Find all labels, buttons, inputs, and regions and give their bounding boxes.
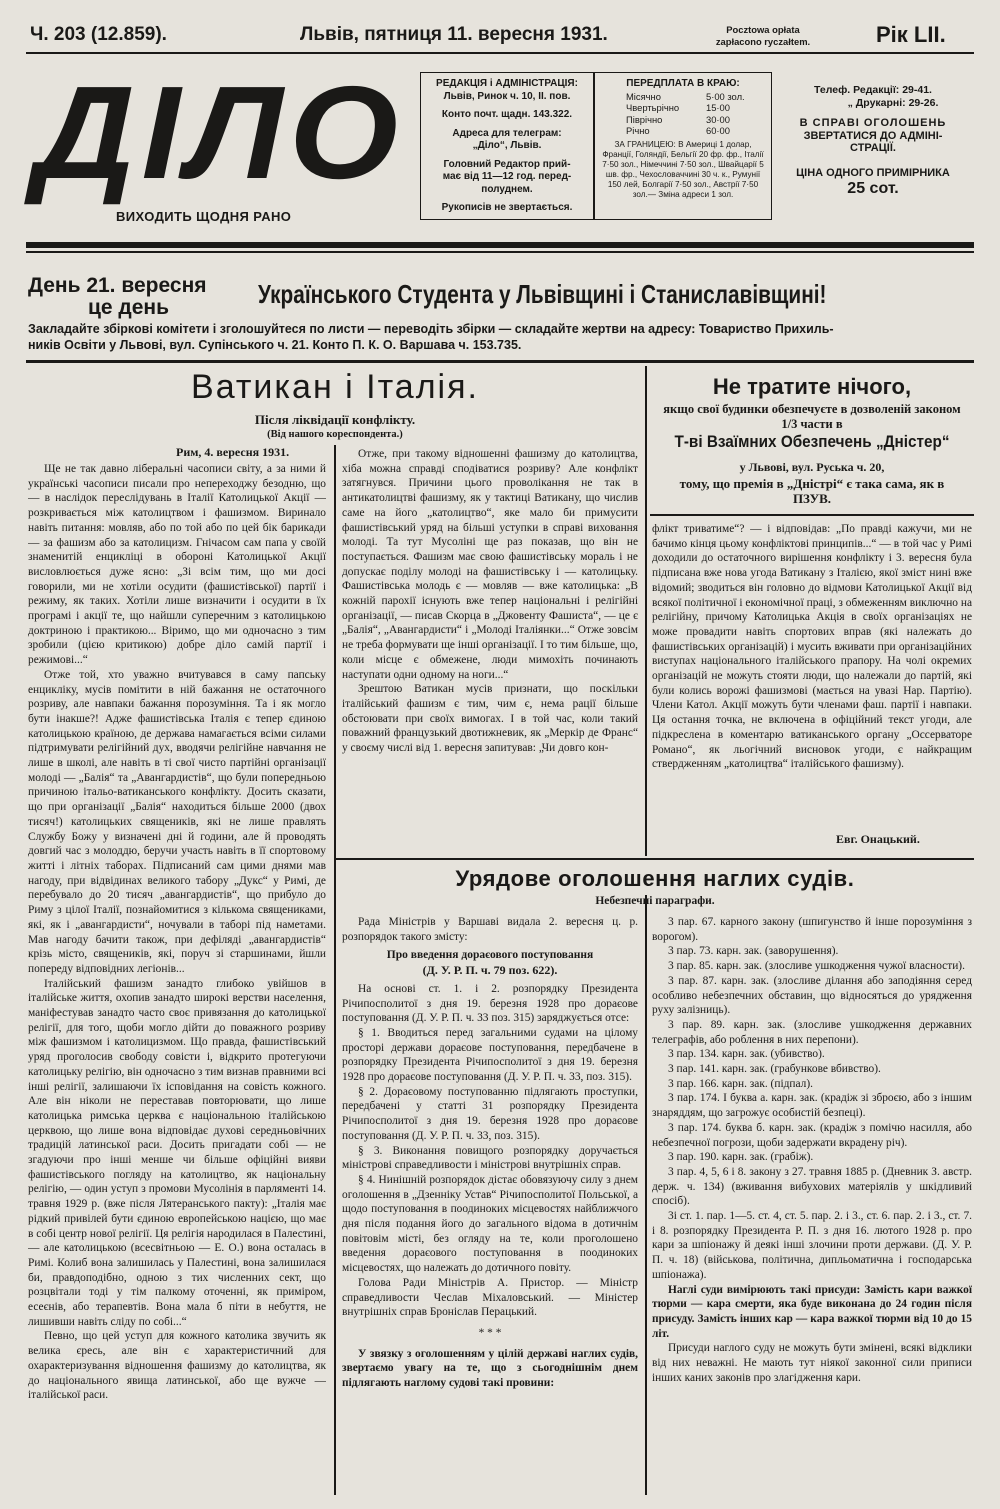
article1-paragraph: Отже той, хто уважно вчитувався в саму папську енцикліку, мусів помітити в ній бажання не остаточного розриву, але навпаки бажання порозуміння. Та і як могло бути інакше?! Адже фашистівська Італія є тепер єдиною католицькою країною, де держава намагається всіми силами підтримувати релігійний дух, вводячи релігійне навчання не лише в школі, але навіть в ті свої чисто партійні організації молоді — „Балія“ та „Авангардистів“, що були попередньою причиною італьо-ватиканського конфлікту. Досить сказати, що при організації „Балія“ находиться більше 2000 (двох тисяч!) католицьких священиків, які не лише правлять Службу Божу у визначені дні й години, але й проводять довгий час з молоддю, беручи участь навіть в її спортовому житті і літніх таборах. Підписаний сам цими днями мав нагоду, при відвідинах великого табору „Дукс“ у Римі, де перебувало до 20 тисяч „авангардистів“, що прибуло до Риму з цілої Італії, познайомитися з кількома священиками, які, як і „авангардисти“, ночували в таборі під наметами. Мав нагоду бачити також, при дефіляді „авангардистів“ крізь місто, священиків, які, поруч зі старшинами, йшли попереду відповідних легіонів...	[28, 668, 326, 975]
article2-right-column	[652, 915, 972, 1505]
article1-dateline: Рим, 4. вересня 1931.	[176, 445, 290, 459]
article1-column2	[342, 447, 638, 847]
column-divider-2	[645, 366, 647, 856]
price-label: ЦІНА ОДНОГО ПРИМІРНИКА	[796, 166, 950, 179]
offense-item: 3 пар. 4, 5, 6 і 8. закону з 27. травня 1885 р. (Дневник З. австр. держ. ч. 134) (вживання вибухових матеріялів у шкідливий спосіб).	[652, 1165, 972, 1208]
offense-item: 3 пар. 89. карн. зак. (злосливе ушкодження державних телеграфів, або роблення в них перепони).	[652, 1018, 972, 1046]
article1-byline: (Від нашого кореспондента.)	[267, 429, 403, 440]
article1-paragraph: Зрештою Ватикан мусів признати, що поскільки італійський фашизм є тим, чим є, нема рації більше обстоювати при своїх вимогах. І в той час, коли такий поважний французький двотижневик, як „Меркір де Франс“ у своєму числі від 1. вересня запитував: „Чи довго кон-	[342, 683, 638, 755]
phone-press: „ Друкарні: 29-26.	[847, 96, 939, 109]
ads-note-3: СТРАЦІЇ.	[850, 142, 896, 154]
offense-item: 3 пар. 134. карн. зак. (убивство).	[668, 1048, 825, 1061]
ad-line4: тому, що премія в „Дністрі“ є така сама, як в ПЗУВ.	[679, 476, 945, 506]
editorial-line-1: РЕДАКЦІЯ і АДМІНІСТРАЦІЯ:	[436, 78, 578, 89]
article1-paragraph: Певно, що цей уступ для кожного католика звучить як велика єресь, але він є характеристичний для охарактеризування відношення фашизму до католицтва, як до національного явища латинської, або ще вужче — італійської раси.	[28, 1330, 326, 1402]
banner-rule	[26, 360, 974, 363]
offense-item: 3 пар. 174. І буква а. карн. зак. (крадіж зі зброєю, або з іншим знаряддям, що загрожує особистій безпеці).	[652, 1092, 972, 1120]
editorial-info	[424, 78, 590, 215]
banner-day-line2: це день	[88, 296, 170, 319]
offense-item: 3 пар. 73. карн. зак. (заворушення).	[668, 945, 839, 958]
final-paragraph: Присуди наглого суду не можуть бути змінені, всякі відклики від них неважні. Не мають тут ніякої законної сили приписи інших каних законів про злагідження кари.	[652, 1342, 972, 1384]
editorial-line-8: полуднем.	[481, 183, 533, 195]
decree-paragraph: На основі ст. 1. і 2. розпорядку Президента Річипосполитої з дня 19. березня 1928 про дораєове поступовання (Д. У. Р. П. ч. 33 поз. 315) заряджується отсе:	[342, 982, 638, 1025]
year-label: Рік LII.	[876, 22, 946, 47]
price-row-monthly: Місячно 5·00 зол.	[626, 90, 745, 102]
abroad-prices: ЗА ГРАНИЦЕЮ: В Америці 1 долар, Франції, Голяндії, Бельгії 20 фр. фр., Італії 7·50 зол., Німеччині 7·50 зол., Швайцарії 5 шв. фр., Чехословаччині 30 ч. к., Румунії 150 лей, Болгарії 7·50 зол., Австрії 7·50 зол.— Зміна адреси 1 зол.	[602, 139, 764, 199]
masthead-rule-1	[26, 242, 974, 248]
newspaper-subtitle: ВИХОДИТЬ ЩОДНЯ РАНО	[116, 209, 292, 224]
offense-item: 3 пар. 87. карн. зак. (злосливе ділання або заподіяння серед особливо небезпечних обставин, що відносяться до урядження руху залізниць).	[652, 974, 972, 1017]
article1-column3	[652, 522, 972, 830]
article1-signature: Евг. Онацький.	[836, 832, 920, 846]
banner-sub-line1: Закладайте збіркові комітети і зголошуйтеся по листи — переводіть збірки — складайте жертви на адресу: Товариство Прихиль-	[28, 322, 834, 336]
decree-paragraph: § 2. Дораєовому поступованню підлягають проступки, передбачені у статті 31 розпорядку Президента Річипосполитої з дня 19. березня 1928 про дораєове поступовання (Д. У. Р. П. ч. 33, поз. 315).	[342, 1085, 638, 1142]
article2-intro: Рада Міністрів у Варшаві видала 2. вересня ц. р. розпорядок такого змісту:	[342, 916, 638, 943]
decree-heading: Про введення дораєового поступовання	[386, 949, 594, 962]
asterisks-separator: * * *	[478, 1326, 502, 1339]
ad-rule	[650, 514, 974, 516]
article1-subtitle: Після ліквідації конфлікту.	[254, 412, 416, 427]
article2-title: Урядове оголошення наглих судів.	[455, 866, 855, 891]
editorial-line-9: Рукописів не звертається.	[441, 202, 573, 213]
issue-number: Ч. 203 (12.859).	[30, 24, 167, 45]
editorial-line-7: має від 11—12 год. перед-	[442, 171, 572, 182]
price-row-yearly: Річно 60·00	[626, 125, 730, 137]
editorial-line-4: Адреса для телеграм:	[452, 127, 562, 139]
masthead-rule-2	[26, 251, 974, 253]
place-date: Львів, пятниця 11. вересня 1931.	[300, 24, 608, 45]
price-row-quarterly: Чвертьрічно 15·00	[626, 102, 730, 114]
article1-paragraph: Ще не так давно ліберальні часописи світу, а за ними й українські часописи писали про непереходжу безодню, що — в наслідок переслідувань в Італії Католицької Акції — розкривається між католицтвом і фашизмом. Виринало навіть питання: мовляв, або по той або по цей бік барикади — за фашизм або за католицизм. Гнічасом сам папа у своїй знаменитій енцикліці в обороні Католицької Акції висловлюється дуже ясно: „Зі всім тим, що ми досі говорили, ми не хотіли осудити (фашистівської) партії і режиму, як таких. Хотіли лише визначити і осудити в їх програмі і акції те, що найшли суперечним з католицькою доктриною і практикою... Віримо, що ми одночасно з тим зробили (цією критикою) добре діло самій партії і режимові...“	[28, 463, 326, 667]
newspaper-title: ДІЛО	[34, 59, 405, 206]
ads-note-2: ЗВЕРТАТИСЯ ДО АДМІНІ-	[803, 129, 943, 142]
article2-subtitle: Небезпечні параграфи.	[595, 895, 715, 907]
offense-item: 3 пар. 141. карн. зак. (грабункове вбивство).	[668, 1063, 881, 1076]
column-divider-1	[334, 445, 336, 1495]
decree-paragraph: § 1. Вводиться перед загальними судами на цілому просторі держави дораєове поступовання, передбачене в розпорядку Президента Річипосполитої з дня 19. березня 1928 про дораєове поступовання (Д. У. Р. П. ч. 33, поз. 315).	[342, 1026, 638, 1084]
decree-paragraph: § 4. Нинішній розпорядок дістає обовязуючу силу з днем оголошення в „Дзенніку Устав“ Річипосполитої Польської, а щодо поступовання в поодиноких місцевостях найближчого дня після подання його до загального відома в дотичнім повітовім місті, без огляду на те, коли проголошено введення дораєового поступовання в поодиноких місцевостях, що належать до дотичного повіту.	[342, 1173, 638, 1275]
ad-line1: якщо свої будинки обезпечуєте в дозволеній законом 1/3 части в	[663, 402, 961, 431]
price-row-halfyear: Піврічно 30·00	[626, 113, 730, 125]
ad-address: у Львові, вул. Руська ч. 20,	[739, 460, 885, 474]
offense-item: 3 пар. 174. буква б. карн. зак. (крадіж з помічю насилля, або небезпечної погрози, щоби задержати вкрадену річ).	[652, 1121, 972, 1149]
article1-column1	[28, 462, 326, 1492]
editorial-line-2: Львів, Ринок ч. 10, II. пов.	[443, 90, 571, 102]
editorial-line-6: Головний Редактор прий-	[443, 158, 571, 170]
decree-closing: У звязку з оголошенням у цілій державі наглих судів, звертаємо увагу на те, що з сьогоднішнім днем підлягають наглому судові такі провини:	[342, 1347, 638, 1390]
column-divider-3	[645, 895, 647, 1495]
offense-item: 3і ст. 1. пар. 1—5. ст. 4, ст. 5. пар. 2. і 3., ст. 6. пар. 2. і 3., ст. 7. і 8. розпорядку Президента Р. П. з дня 16. лютого 1928 р. про кари за шпіонажу й деякі інші злочини проти держави. (Д. У. Р. П. ч. 18) (військова, політична, дипльоматична і господарська шпіонажа).	[652, 1210, 972, 1281]
offense-item: 3 пар. 67. карного закону (шпигунство й інше порозуміння з ворогом).	[652, 916, 972, 943]
offense-item: 3 пар. 85. карн. зак. (злосливе ушкодження чужої власности).	[668, 960, 965, 973]
section-rule	[336, 858, 974, 860]
ads-note-1: В СПРАВІ ОГОЛОШЕНЬ	[799, 117, 947, 129]
sentences-paragraph: Наглі суди вимірюють такі присуди: Замість кари важкої тюрми — кара смерти, яка буде виконана до 24 годин після присуду. Замість інших кар — кара важкої тюрми від 10 до 15 літ.	[652, 1283, 972, 1340]
offense-item: 3 пар. 190. карн. зак. (грабіж).	[668, 1151, 814, 1164]
subscription-info	[600, 78, 766, 200]
ad-title: Не тратите нічого,	[712, 374, 912, 399]
article1-title: Ватикан і Італія.	[191, 368, 479, 406]
decree-signatures: Голова Ради Міністрів А. Пристор. — Міністр справедливости Чеслав Міхаловський. — Міністер внутрішніх справ Броніслав Перацький.	[342, 1276, 638, 1319]
decree-reference: (Д. У. Р. П. ч. 79 поз. 622).	[422, 963, 558, 978]
editorial-line-5: „Діло“, Львів.	[472, 140, 542, 151]
banner-day-line1: День 21. вересня	[28, 274, 207, 297]
article1-paragraph: Отже, при такому відношенні фашизму до католицтва, хіба можна справді сподіватися розриву? Але конфлікт затягнувся. Причини цього проволікання не так в антикатолицтві фашизму, як у тактиці Ватикану, що числив саме на його „католицтво“, яке мало би примусити фашистівський уряд на більші уступки в справі виховання молоді. Та тут Мусоліні ще раз показав, що він не поступається. Фашизм має свою фашистівську мораль і не допускає поділу молоді на фашистівську і — католицьку. Фашистівська молодь є — мовляв — вже католицька: „В кожній парохії існують вже тепер національні і релігійні організації, — писав Скорца в „Джовенту Фашиста“, — це є „Балія“, „Авангардисти“ і „Молоді Італіянки...“ Отже зовсім не треба формувати ще інші організації. І то тим більше, що, коли місце є обмежене, люди мимохіть починають наступати одни одному на ноги...“	[342, 448, 638, 681]
editorial-line-3: Конто почт. щадн. 143.322.	[441, 109, 573, 120]
banner-sub-line2: ників Освіти у Львові, вул. Супінського ч. 21. Конто П. К. О. Варшава ч. 153.735.	[28, 338, 522, 352]
banner-headline: Українського Студента у Львівщині і Станиславівщині!	[258, 279, 827, 309]
article1-paragraph: Італійський фашизм занадто глибоко увійшов в італійське життя, охопив занадто широкі верстви населення, маніфестував занадто часто своє привязання до католицької релігії, для того, щоби могло дійти до поважного розриву між фашизмом і католицизмом. Що правда, фашистівський уряд проголосив свободу совісти і, відкрито протегуючи католицьку релігію, він одночасно з тим визнав правними всі інші релігії, залишаючи їх ісповідання на совість кожного. Але він ніколи не переставав повторювати, що лише католицька римська церква є національною італійською церквою, що лише вона відповідає духові середньовічних традицій латинської раси. Досить пригадати собі — не згадуючи про інші менше чи більше офіційні вияви фашистівського погляду на католицтво, як національну релігію, — один уступ з промови Мусолінія в парляменті 14. травня 1929 р. (вже після Лятеранського пакту): „Італія має рідкий привілей бути єдиною европейською нацією, що має в собі центр нової релігії. Ця релігія народилася в Палестині, — але католицькою (всесвітньою — Е. О.) вона осталась в Римі. Колиб вона залишилась у Палестині, вона залишилася би, правдоподібно, одною з тих численних сект, що розцвітали тоді у тім палкому оточенні, як приміром, есеєнів, або терапевтів. Вона мала б піти в небуття, не лишивши навіть сліду по собі...“	[28, 977, 326, 1328]
subscription-heading: ПЕРЕДПЛАТА В КРАЮ:	[626, 78, 740, 89]
price-value: 25 сот.	[847, 180, 899, 197]
article1-paragraph: флікт триватиме“? — і відповідав: „По правді кажучи, ми не бачимо кінця цьому конфліктові принципів...“ — в той час у Римі доходили до остаточного вирішення конфлікту і 3. вересня була підписана вже нова угода Ватикану з Італією, якої зміст нині вже відомий; зводиться він головно до відмови Католицької Акції від всякої політичної і економічної праці, з обмеженням виключно на релігійну, причому Католицька Акція в своїх організаціях не може провадити навіть спортових вправ (які належать до фашистівських організацій) і мусить вживати при організаційних виступах національного італійського прапору. На чолі окремих організацій не можуть стояти люди, що належали до партій, які були колись ворожі фашизмові (мається на увазі Нар. Партію). Члени Катол. Акції можуть бути членами фаш. партії і навпаки. Ця остання точка, не включена в офіційний текст угоди, але підкреслена в коментарю ватиканського органу „Оссерваторе Романо“, як льогічний висновок угоди, є найкращим ствердженням „католицтва“ італійського фашизму).	[652, 523, 972, 771]
postage-note: Pocztowa opłata zapłacono ryczałtem.	[715, 24, 811, 47]
phone-editorial: Телеф. Редакції: 29-41.	[814, 84, 932, 96]
article2-left-column	[342, 915, 638, 1505]
ad-company: Т-ві Взаїмних Обезпечень „Дністер“	[674, 432, 950, 451]
offense-item: 3 пар. 166. карн. зак. (підпал).	[668, 1077, 813, 1090]
decree-paragraph: § 3. Виконання повищого розпорядку доручається міністрові справедливости і міністрові внутрішніх справ.	[342, 1144, 638, 1172]
top-rule	[26, 52, 974, 54]
contact-info	[778, 84, 968, 196]
